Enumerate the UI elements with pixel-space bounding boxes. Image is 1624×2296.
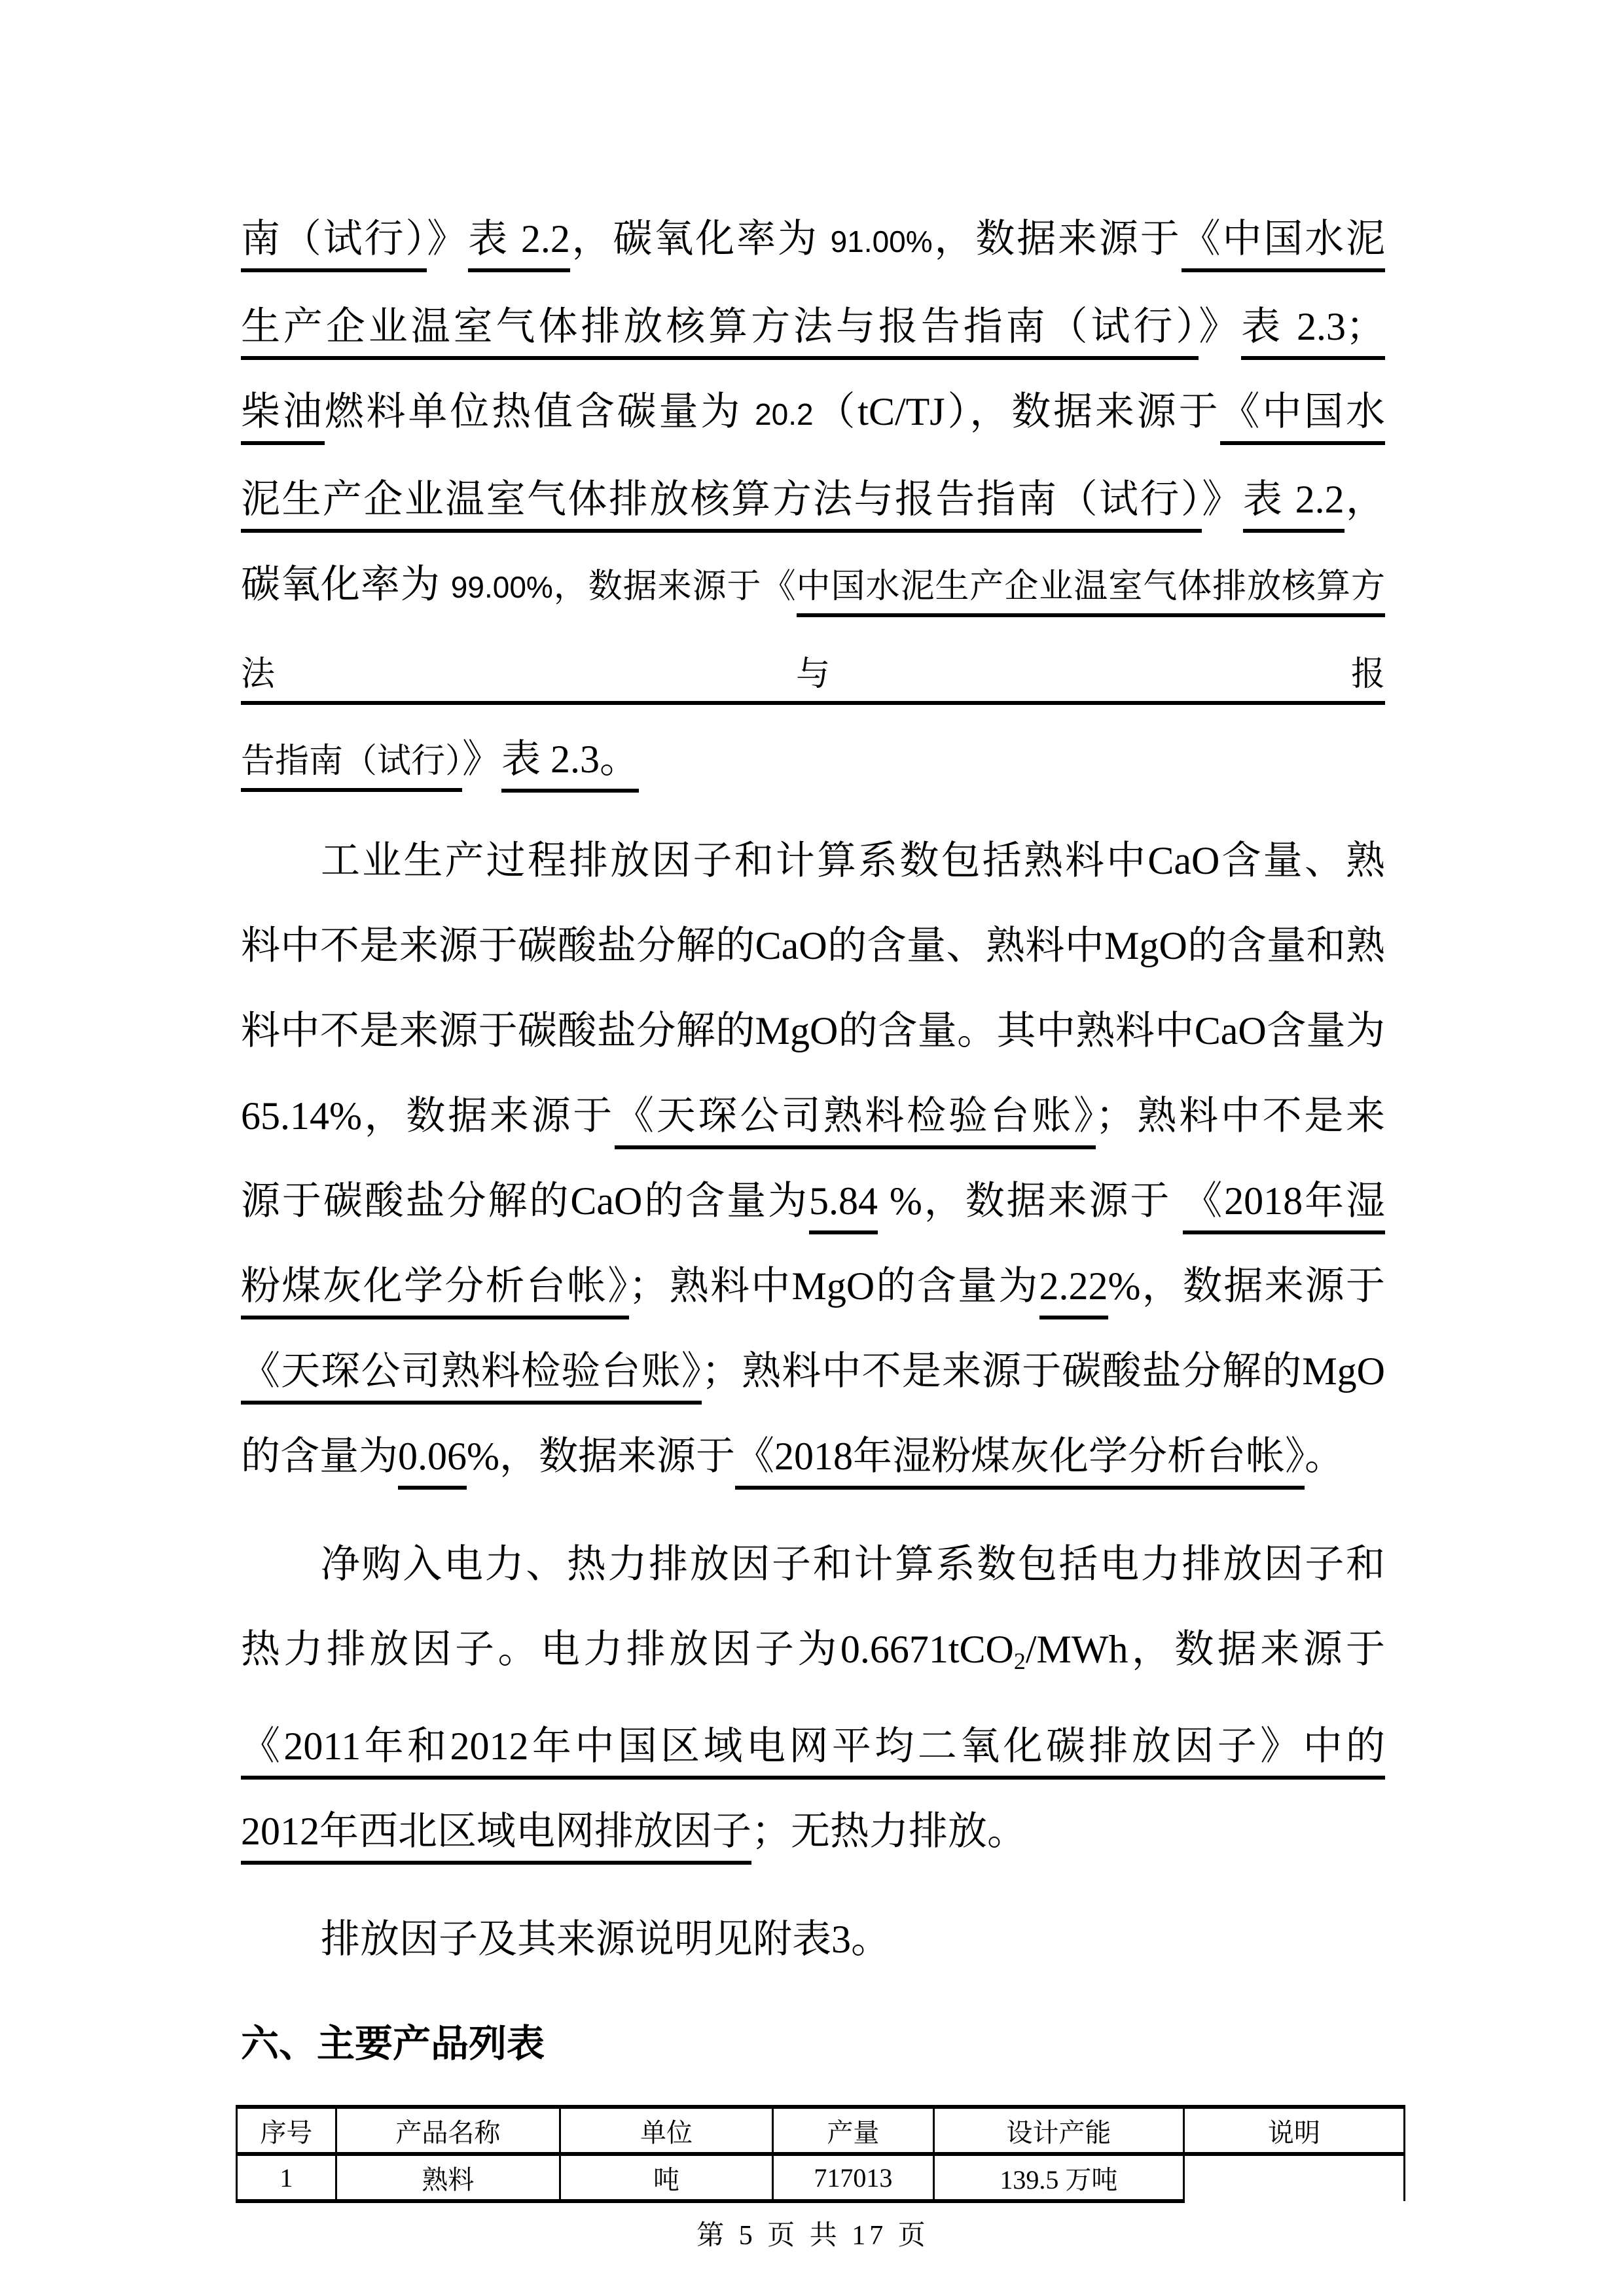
text-line: [241, 717, 1385, 804]
underlined-segment: 《2018年湿粉煤灰化学分析台帐》: [735, 1435, 1305, 1490]
cell-note: [1183, 2154, 1404, 2201]
header-cell-design-capacity: 设计产能: [934, 2107, 1184, 2154]
text-segment: ；熟料中MgO的含量为: [628, 1265, 1039, 1308]
text-line: [241, 1522, 1385, 1607]
text-segment: 65.14%，数据来源于: [241, 1094, 615, 1138]
paragraph-process-emission-factors: [241, 818, 1385, 1499]
header-cell-note: 说明: [1183, 2107, 1404, 2154]
underlined-segment: 生产企业温室气体排放核算方法与报告指南（试行）: [241, 305, 1199, 360]
underlined-segment: 柴油: [241, 390, 325, 445]
text-line: [241, 1897, 1385, 1982]
text-segment: 净购入电力、热力排放因子和计算系数包括电力排放因子和: [321, 1543, 1385, 1586]
cell-output: 717013: [772, 2154, 933, 2201]
underlined-segment: 中国水泥生产企业温室气体排放核算方法与报: [241, 567, 1385, 705]
text-segment: 源于碳酸盐分解的CaO的含量为: [241, 1179, 809, 1223]
underlined-segment: 5.84: [809, 1179, 878, 1234]
text-segment: 燃料单位热值含碳量为: [324, 390, 755, 433]
text-line: [241, 1704, 1385, 1789]
text-segment: 》: [1199, 305, 1242, 348]
text-line: [241, 988, 1385, 1073]
text-line: [241, 1789, 1385, 1874]
text-line: [241, 1244, 1385, 1329]
underlined-segment: 《中国水泥: [1182, 217, 1385, 272]
text-segment: 》: [427, 217, 469, 260]
subscript-segment: 2: [1013, 1648, 1026, 1674]
text-line: [241, 903, 1385, 988]
header-cell-output: 产量: [772, 2107, 933, 2154]
text-segment: 料中不是来源于碳酸盐分解的MgO的含量。其中熟料中CaO含量为: [241, 1009, 1385, 1052]
text-segment: 热力排放因子。电力排放因子为0.6671tCO: [241, 1628, 1014, 1671]
underlined-segment: 表 2.2: [468, 217, 570, 272]
underlined-segment: 《天琛公司熟料检验台账》: [615, 1094, 1096, 1149]
text-segment: 的含量为: [241, 1435, 398, 1478]
cell-unit: 吨: [560, 2154, 773, 2201]
value-segment: 99.00%: [450, 570, 553, 604]
underlined-segment: 2.22: [1039, 1265, 1108, 1319]
text-line: [241, 369, 1385, 457]
table-header-row: [237, 2107, 1405, 2154]
page-footer: 第 5 页 共 17 页: [696, 2221, 929, 2251]
underlined-segment: 告指南（试行）: [241, 742, 462, 792]
text-line: [241, 457, 1385, 542]
paragraph-electricity-emission-factors: [241, 1522, 1385, 1874]
text-segment: ，数据来源于: [932, 217, 1182, 260]
paragraph-fuel-emission-factors: [241, 196, 1385, 804]
text-line: [241, 542, 1385, 717]
products-table-header: [237, 2107, 1405, 2154]
underlined-segment: 2012年西北区域电网排放因子: [241, 1810, 751, 1865]
text-segment: %，数据来源于: [877, 1179, 1183, 1223]
value-segment: 91.00%: [830, 224, 933, 259]
underlined-segment: 粉煤灰化学分析台帐》: [241, 1265, 629, 1319]
text-segment: ，: [1344, 478, 1386, 521]
header-cell-product-name: 产品名称: [336, 2107, 560, 2154]
table-row: [237, 2154, 1405, 2201]
text-segment: 料中不是来源于碳酸盐分解的CaO的含量、熟料中MgO的含量和熟: [241, 924, 1385, 967]
text-segment: 》: [1202, 478, 1243, 521]
text-segment: %，数据来源于: [467, 1435, 735, 1478]
cell-product-name: 熟料: [336, 2154, 560, 2201]
underlined-segment: 0.06: [398, 1435, 467, 1490]
underlined-segment: 表 2.3。: [501, 738, 639, 793]
section-heading-main-products: 六、主要产品列表: [241, 2022, 545, 2065]
text-line: [241, 1607, 1385, 1704]
paragraph-appendix-reference: [241, 1897, 1385, 1982]
text-segment: /MWh，数据来源于: [1025, 1628, 1385, 1671]
text-segment: %，数据来源于: [1108, 1265, 1385, 1308]
underlined-segment: 表 2.2: [1243, 478, 1344, 533]
text-segment: 碳氧化率为: [241, 563, 451, 606]
underlined-segment: 表 2.3；: [1241, 305, 1385, 360]
text-segment: ；熟料中不是来: [1095, 1094, 1386, 1138]
text-line: [241, 1073, 1385, 1158]
text-line: [241, 1414, 1385, 1499]
underlined-segment: 《天琛公司熟料检验台账》: [241, 1350, 702, 1405]
cell-index: 1: [237, 2154, 336, 2201]
products-table-body: [237, 2154, 1405, 2201]
underlined-segment: 泥生产企业温室气体排放核算方法与报告指南（试行）: [241, 478, 1202, 533]
products-table: [236, 2105, 1405, 2203]
text-line: [241, 1158, 1385, 1244]
text-line: [241, 196, 1385, 284]
value-segment: 20.2: [755, 397, 814, 431]
text-line: [241, 818, 1385, 903]
text-segment: ，碳氧化率为: [569, 217, 831, 260]
text-segment: 排放因子及其来源说明见附表3。: [321, 1918, 890, 1961]
underlined-segment: 南（试行）: [241, 217, 427, 272]
text-segment: 》: [462, 738, 502, 781]
text-segment: ；无热力排放。: [751, 1810, 1026, 1853]
text-line: [241, 284, 1385, 369]
header-cell-index: 序号: [237, 2107, 336, 2154]
text-line: [241, 1329, 1385, 1414]
text-segment: 工业生产过程排放因子和计算系数包括熟料中CaO含量、熟: [321, 839, 1385, 882]
text-segment: ；熟料中不是来源于碳酸盐分解的MgO: [701, 1350, 1385, 1393]
underlined-segment: 《中国水: [1220, 390, 1385, 445]
underlined-segment: 《2011年和2012年中国区域电网平均二氧化碳排放因子》中的: [241, 1725, 1385, 1780]
text-segment: ，数据来源于《: [552, 567, 797, 605]
cell-design-capacity: 139.5 万吨: [934, 2154, 1184, 2201]
text-segment: 。: [1304, 1435, 1344, 1478]
text-segment: （tC/TJ），数据来源于: [813, 390, 1221, 433]
header-cell-unit: 单位: [560, 2107, 773, 2154]
underlined-segment: 《2018年湿: [1183, 1179, 1385, 1234]
